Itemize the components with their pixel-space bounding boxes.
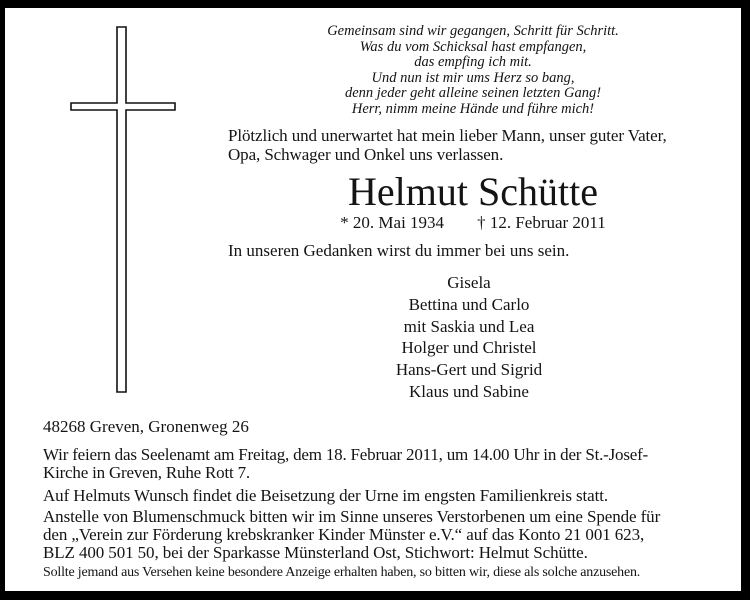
intro-line: Plötzlich und unerwartet hat mein lieber Mann, unser guter Vater, [228,126,667,145]
poem-line: das empfing ich mit. [414,54,532,70]
address-line: 48268 Greven, Gronenweg 26 [43,417,249,436]
poem-line: Und nun ist mir ums Herz so bang, [371,69,575,86]
poem-line: Gemeinsam sind wir gegangen, Schritt für Schritt. [327,23,619,39]
poem-line: Herr, nimm meine Hände und führe mich! [351,100,595,117]
service-paragraph [43,446,648,481]
mourner-name: Bettina und Carlo [408,294,530,314]
donation-line: den „Verein zur Förderung krebskranker Kinder Münster e.V.“ auf das Konto 21 001 623, [43,525,645,545]
death-date: † 12. Februar 2011 [477,213,606,232]
donation-paragraph [43,508,660,563]
poem-line: denn jeder geht alleine seinen letzten Gang! [344,85,602,101]
service-line: Wir feiern das Seelenamt am Freitag, dem 18. Februar 2011, um 14.00 Uhr in der St.-Josef- [43,445,649,464]
donation-line: BLZ 400 501 50, bei der Sparkasse Münsterland Ost, Stichwort: Helmut Schütte. [43,543,588,563]
memorial-line: In unseren Gedanken wirst du immer bei uns sein. [228,241,570,260]
cross-icon [65,20,180,395]
deceased-name: Helmut Schütte [348,169,598,214]
burial-line: Auf Helmuts Wunsch findet die Beisetzung der Urne im engsten Familienkreis statt. [43,486,609,505]
intro-line: Opa, Schwager und Onkel uns verlassen. [228,145,504,165]
life-dates [237,213,709,233]
poem [237,24,709,117]
mourner-name: Hans-Gert und Sigrid [395,360,543,380]
service-line: Kirche in Greven, Ruhe Rott 7. [43,462,250,482]
mourners-list [239,272,699,403]
mourner-name: Gisela [447,273,491,292]
intro-paragraph [228,126,667,165]
donation-line: Anstelle von Blumenschmuck bitten wir im Sinne unseres Verstorbenen um eine Spende für [43,507,661,526]
birth-date: * 20. Mai 1934 [340,213,445,232]
poem-line: Was du vom Schicksal hast empfangen, [359,38,587,55]
note-line: Sollte jemand aus Versehen keine besondere Anzeige erhalten haben, so bitten wir, diese als solche anzusehen. [43,565,641,580]
mourner-name: Klaus und Sabine [409,381,529,401]
mourner-name: Holger und Christel [401,338,537,358]
mourner-name: mit Saskia und Lea [403,316,535,336]
